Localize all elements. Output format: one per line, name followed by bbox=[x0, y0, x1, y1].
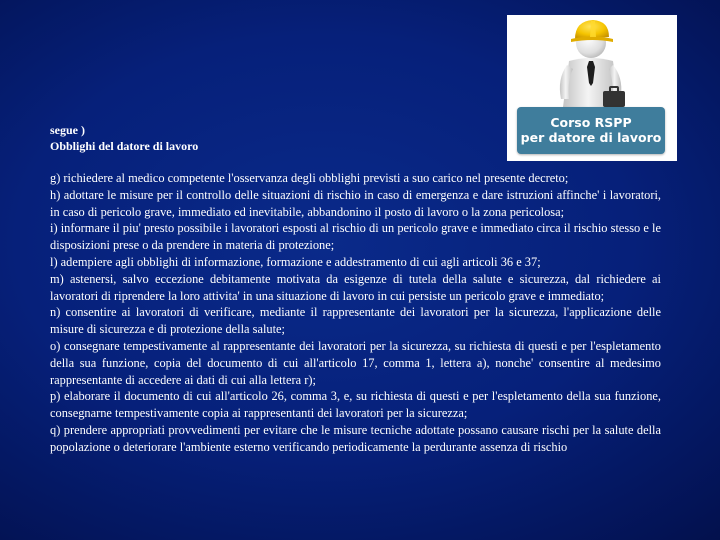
course-image bbox=[507, 15, 677, 161]
header-continuation: segue ) bbox=[50, 123, 85, 137]
obligation-item-q: q) prendere appropriati provvedimenti per evitare che le misure tecniche adottate possano causare rischi per la salute della popolazione o deteriorare l'ambiente esterno verificando periodicamente la perdurante assenza di rischio bbox=[50, 422, 661, 454]
badge-title: Corso RSPP bbox=[550, 115, 632, 130]
obligation-item-l: l) adempiere agli obblighi di informazione, formazione e addestramento di cui agli articoli 36 e 37; bbox=[50, 254, 541, 269]
header-title: Obblighi del datore di lavoro bbox=[50, 139, 199, 153]
obligation-item-i: i) informare il piu' presto possibile i lavoratori esposti al rischio di un pericolo grave e immediato circa il rischio stesso e le disposizioni prese o da prendere in materia di protezione; bbox=[50, 221, 661, 253]
obligations-list bbox=[50, 170, 661, 456]
obligation-item-p: p) elaborare il documento di cui all'articolo 26, comma 3, e, su richiesta di questi e per l'espletamento della sua funzione, consegnarne tempestivamente copia ai rappresentanti dei lavoratori per la sicurezza; bbox=[50, 389, 661, 421]
course-badge bbox=[517, 107, 665, 154]
slide-header bbox=[50, 122, 198, 154]
obligation-item-n: n) consentire ai lavoratori di verificare, mediante il rappresentante dei lavoratori per la sicurezza, l'applicazione delle misure di sicurezza e di protezione della salute; bbox=[50, 305, 661, 337]
obligation-item-h: h) adottare le misure per il controllo delle situazioni di rischio in caso di emergenza e dare istruzioni affinche' i lavoratori, in caso di pericolo grave, immediato ed inevitabile, abbandonino il posto di lavoro o la zona pericolosa; bbox=[50, 187, 661, 219]
badge-subtitle: per datore di lavoro bbox=[520, 130, 662, 145]
obligation-item-o: o) consegnare tempestivamente al rappresentante dei lavoratori per la sicurezza, su richiesta di questi e per l'espletamento della sua funzione, copia del documento di cui all'articolo 17, comma 1, lettera a), nonche' consentire al medesimo rappresentante di accedere ai dati di cui alla lettera r); bbox=[50, 338, 661, 387]
obligation-item-g: g) richiedere al medico competente l'osservanza degli obblighi previsti a suo carico nel presente decreto; bbox=[50, 171, 569, 185]
obligation-item-m: m) astenersi, salvo eccezione debitamente motivata da esigenze di tutela della salute e sicurezza, dal richiedere ai lavoratori di riprendere la loro attivita' in una situazione di lavoro in cui persiste un pericolo grave e immediato; bbox=[50, 271, 661, 303]
